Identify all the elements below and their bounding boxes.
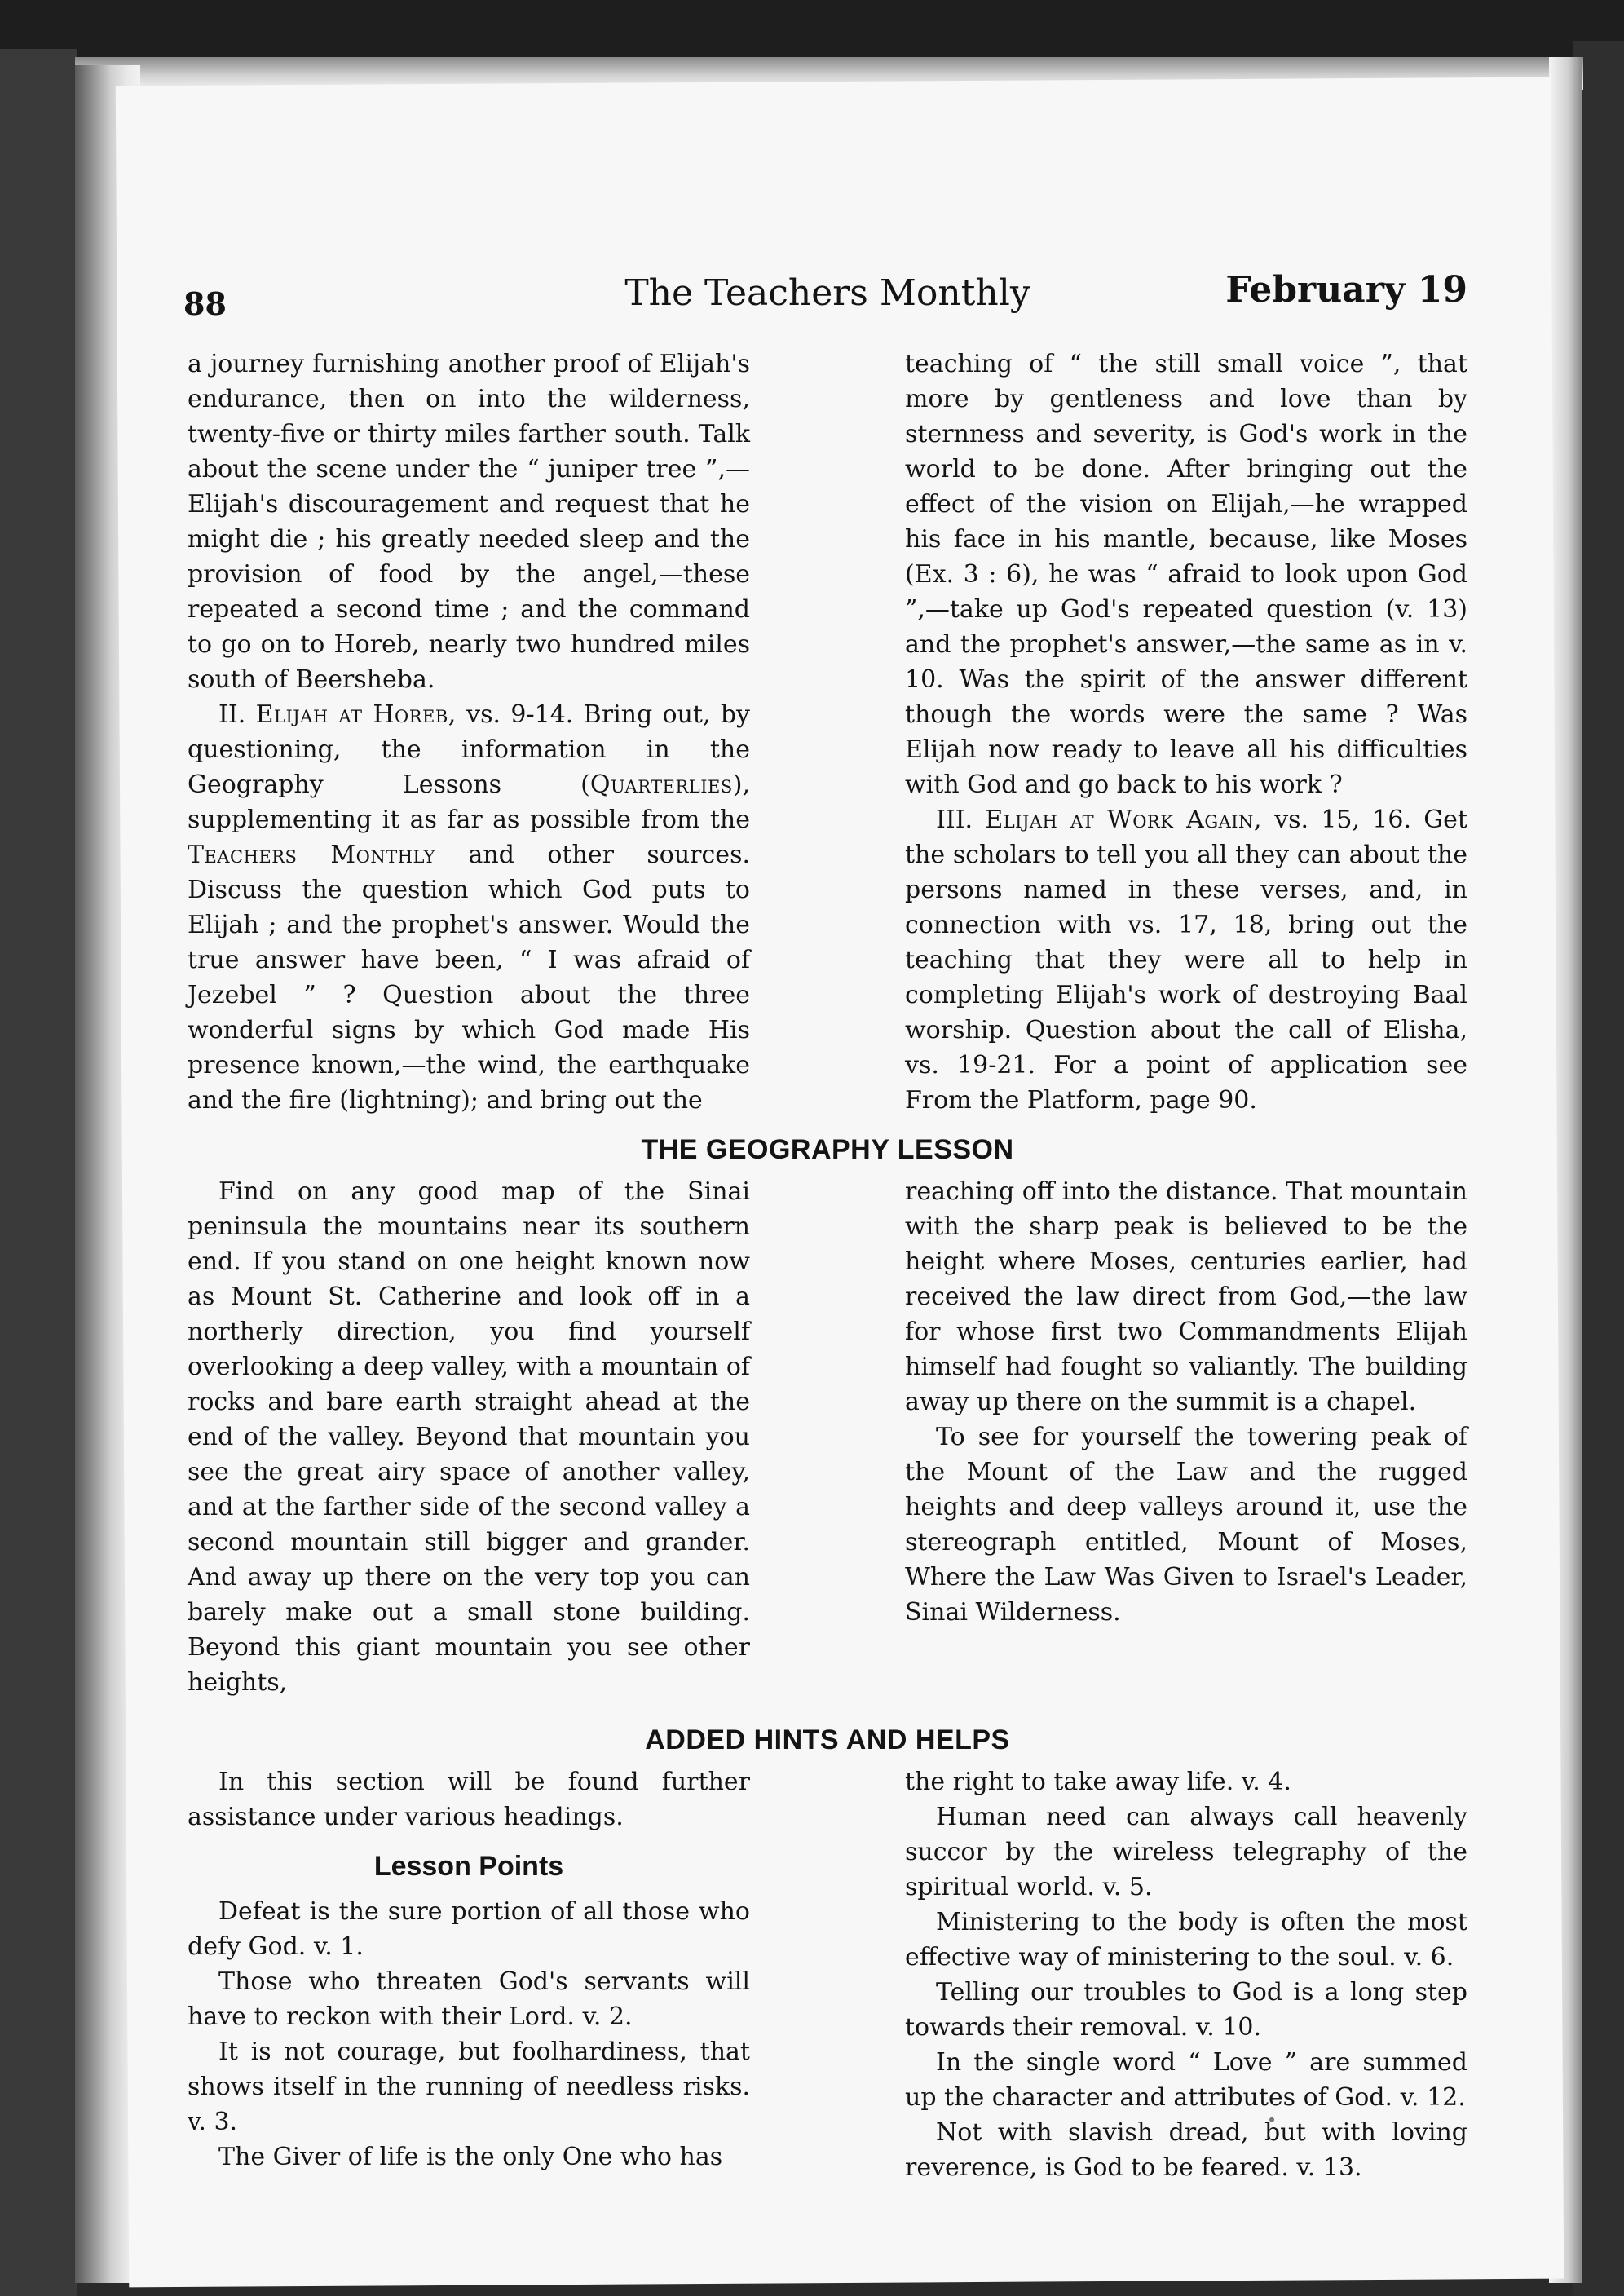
top-left-column bbox=[188, 347, 750, 1118]
issue-date: February 19 bbox=[1225, 269, 1467, 311]
geography-lesson-title: THE GEOGRAPHY LESSON bbox=[641, 1134, 1014, 1165]
lesson-point: Ministering to the body is often the most effective way of ministering to the soul. v. 6. bbox=[905, 1908, 1467, 1971]
lesson-point: Defeat is the sure portion of all those who defy God. v. 1. bbox=[188, 1897, 750, 1961]
paragraph: reaching off into the distance. That mountain with the sharp peak is believed to be the height where Moses, centuries earlier, had received the law direct from God,—the law for whose first two Commandments Elijah himself had fought so valiantly. The building away up there on the summit is a chapel. bbox=[905, 1177, 1467, 1416]
page-number: 88 bbox=[183, 285, 227, 322]
geography-section bbox=[188, 1174, 1467, 1700]
publication-title: The Teachers Monthly bbox=[624, 272, 1030, 314]
section-heading-inline: Elijah at Work Again, bbox=[985, 806, 1262, 834]
paragraph-elijah-at-work-again: III. Elijah at Work Again, vs. 15, 16. Get the scholars to tell you all they can about the persons named in these verses, and, in connection with vs. 17, 18, bring out the teaching that they were all to help in completing Elijah's work of destroying Baal worship. Question about the call of Elisha, vs. 19-21. For a point of application see From the Platform, page 90. bbox=[905, 806, 1467, 1115]
lesson-point: In the single word “ Love ” are summed up the character and attributes of God. v. 12. bbox=[905, 2048, 1467, 2112]
paragraph: a journey furnishing another proof of Elijah's endurance, then on into the wilderness, twenty-five or thirty miles farther south. Talk about the scene under the “ juniper tree ”,—Elijah's discouragement and request that he might die ; his greatly needed sleep and the provision of food by the angel,—these repeated a second time ; and the command to go on to Horeb, nearly two hundred miles south of Beersheba. bbox=[188, 350, 750, 694]
background-top bbox=[0, 0, 1624, 57]
lesson-points-title: Lesson Points bbox=[373, 1851, 564, 1882]
lesson-point: Not with slavish dread, but with loving reverence, is God to be feared. v. 13. bbox=[905, 2118, 1467, 2182]
background-left bbox=[0, 49, 77, 2296]
paragraph: Find on any good map of the Sinai peninsula the mountains near its southern end. If you stand on one height known now as Mount St. Catherine and look off in a northerly direction, you find yourself overlooking a deep valley, with a mountain of rocks and bare earth straight ahead at the end of the valley. Beyond that mountain you see the great airy space of another valley, and at the farther side of the second valley a second mountain still bigger and grander. And away up there on the very top you can barely make out a small stone building. Beyond this giant mountain you see other heights, bbox=[188, 1177, 750, 1697]
lesson-point: Telling our troubles to God is a long step towards their removal. v. 10. bbox=[905, 1978, 1467, 2042]
hints-left-column bbox=[188, 1764, 750, 2185]
lesson-point: Those who threaten God's servants will have to reckon with their Lord. v. 2. bbox=[188, 1967, 750, 2031]
lesson-point: Human need can always call heavenly succor by the wireless telegraphy of the spiritual world. v. 5. bbox=[905, 1803, 1467, 1901]
intro-paragraph: In this section will be found further assistance under various headings. bbox=[188, 1768, 750, 1831]
added-hints-title: ADDED HINTS AND HELPS bbox=[645, 1724, 1010, 1755]
lesson-point: The Giver of life is the only One who has bbox=[218, 2143, 723, 2171]
hints-section bbox=[188, 1764, 1467, 2185]
lesson-point-continuation: the right to take away life. v. 4. bbox=[905, 1768, 1291, 1796]
top-section bbox=[188, 347, 1467, 1118]
running-header bbox=[183, 269, 1467, 347]
section-heading-inline: Elijah at Horeb, bbox=[255, 700, 457, 729]
hints-right-column bbox=[905, 1764, 1467, 2185]
geography-left-column bbox=[188, 1174, 750, 1700]
lesson-point: It is not courage, but foolhardiness, that shows itself in the running of needless risks. v. 3. bbox=[188, 2038, 750, 2136]
paragraph-elijah-at-horeb: II. Elijah at Horeb, vs. 9-14. Bring out, by questioning, the information in the Geography Lessons (Quarterlies), supplementing it as far as possible from the Teachers Monthly and other sources. Discuss the question which God puts to Elijah ; and the prophet's answer. Would the true answer have been, “ I was afraid of Jezebel ” ? Question about the three wonderful signs by which God made His presence known,—the wind, the earthquake and the fire (lightning); and bring out the bbox=[188, 700, 751, 1115]
geography-right-column bbox=[905, 1174, 1467, 1700]
paragraph: teaching of “ the still small voice ”, that more by gentleness and love than by sternness and severity, is God's work in the world to be done. After bringing out the effect of the vision on Elijah,—he wrapped his face in his mantle, because, like Moses (Ex. 3 : 6), he was “ afraid to look upon God ”,—take up God's repeated question (v. 13) and the prophet's answer,—the same as in v. 10. Was the spirit of the answer different though the words were the same ? Was Elijah now ready to leave all his difficulties with God and go back to his work ? bbox=[905, 350, 1467, 799]
paragraph: To see for yourself the towering peak of the Mount of the Law and the rugged heights and deep valleys around it, use the stereograph entitled, Mount of Moses, Where the Law Was Given to Israel's Leader, Sinai Wilderness. bbox=[905, 1423, 1467, 1627]
page-content bbox=[183, 269, 1467, 2185]
top-right-column bbox=[905, 347, 1467, 1118]
